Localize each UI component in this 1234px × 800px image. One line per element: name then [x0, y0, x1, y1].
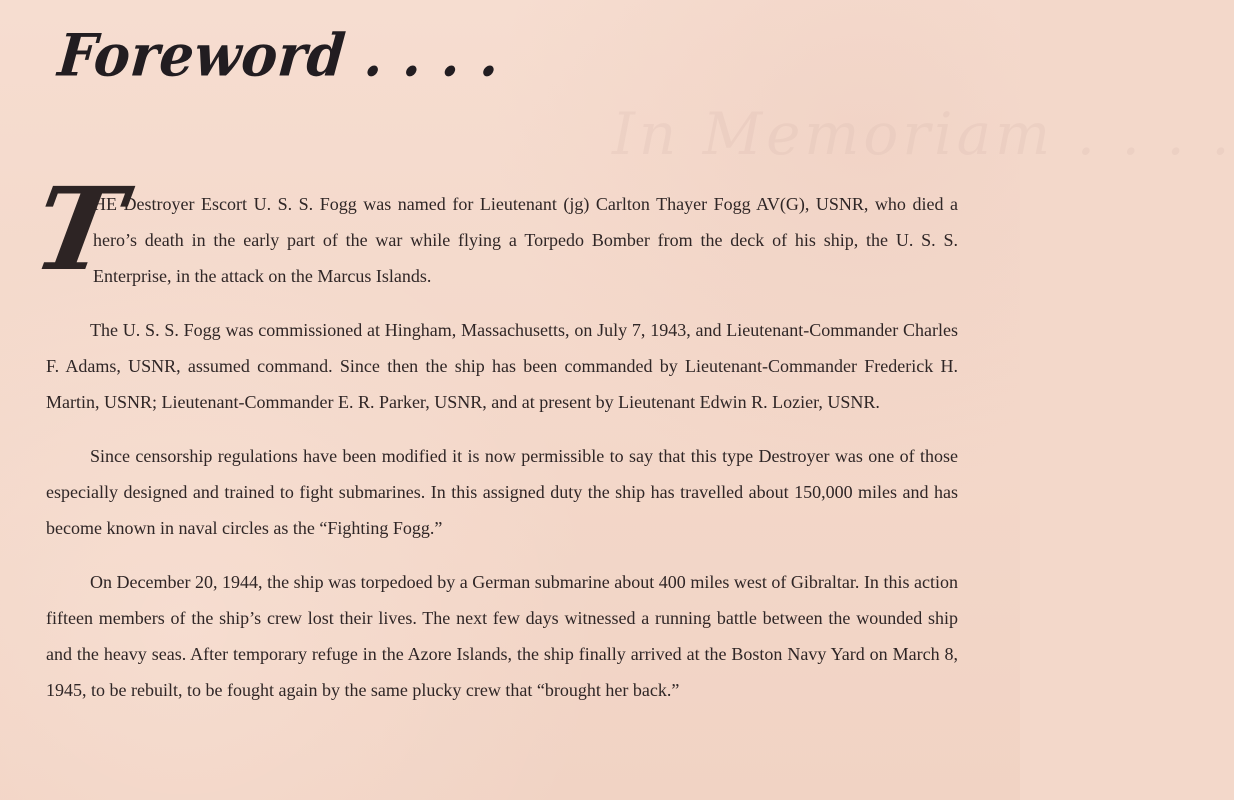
paragraph-2: The U. S. S. Fogg was commissioned at Hingham, Massachusetts, on July 7, 1943, and Lieutenant-Commander Charles F. Adams, USNR, assumed command. Since then the ship has been commanded by Lieutenant-Commander Frederick H. Martin, USNR; Lieutenant-Commander E. R. Parker, USNR, and at present by Lieutenant Edwin R. Lozier, USNR. [46, 320, 958, 412]
document-body [24, 162, 958, 708]
drop-cap: T [24, 162, 133, 296]
bleedthrough-text: In Memoriam . . . . [612, 100, 1234, 168]
paragraph-3: Since censorship regulations have been modified it is now permissible to say that this type Destroyer was one of those especially designed and trained to fight submarines. In this assigned duty the ship has travelled about 150,000 miles and has become known in naval circles as the “Fighting Fogg.” [46, 446, 958, 538]
page-title: Foreword . . . . [55, 20, 503, 90]
paragraph-4: On December 20, 1944, the ship was torpedoed by a German submarine about 400 miles west of Gibraltar. In this action fifteen members of the ship’s crew lost their lives. The next few days witnessed a running battle between the wounded ship and the heavy seas. After temporary refuge in the Azore Islands, the ship finally arrived at the Boston Navy Yard on March 8, 1945, to be rebuilt, to be fought again by the same plucky crew that “brought her back.” [46, 572, 958, 700]
paragraph-1-text: HE Destroyer Escort U. S. S. Fogg was named for Lieutenant (jg) Carlton Thayer Fogg AV(G), USNR, who died a hero’s death in the early part of the war while flying a Torpedo Bomber from the deck of his ship, the U. S. S. Enterprise, in the attack on the Marcus Islands. [93, 194, 958, 286]
paragraph-1 [24, 162, 958, 296]
